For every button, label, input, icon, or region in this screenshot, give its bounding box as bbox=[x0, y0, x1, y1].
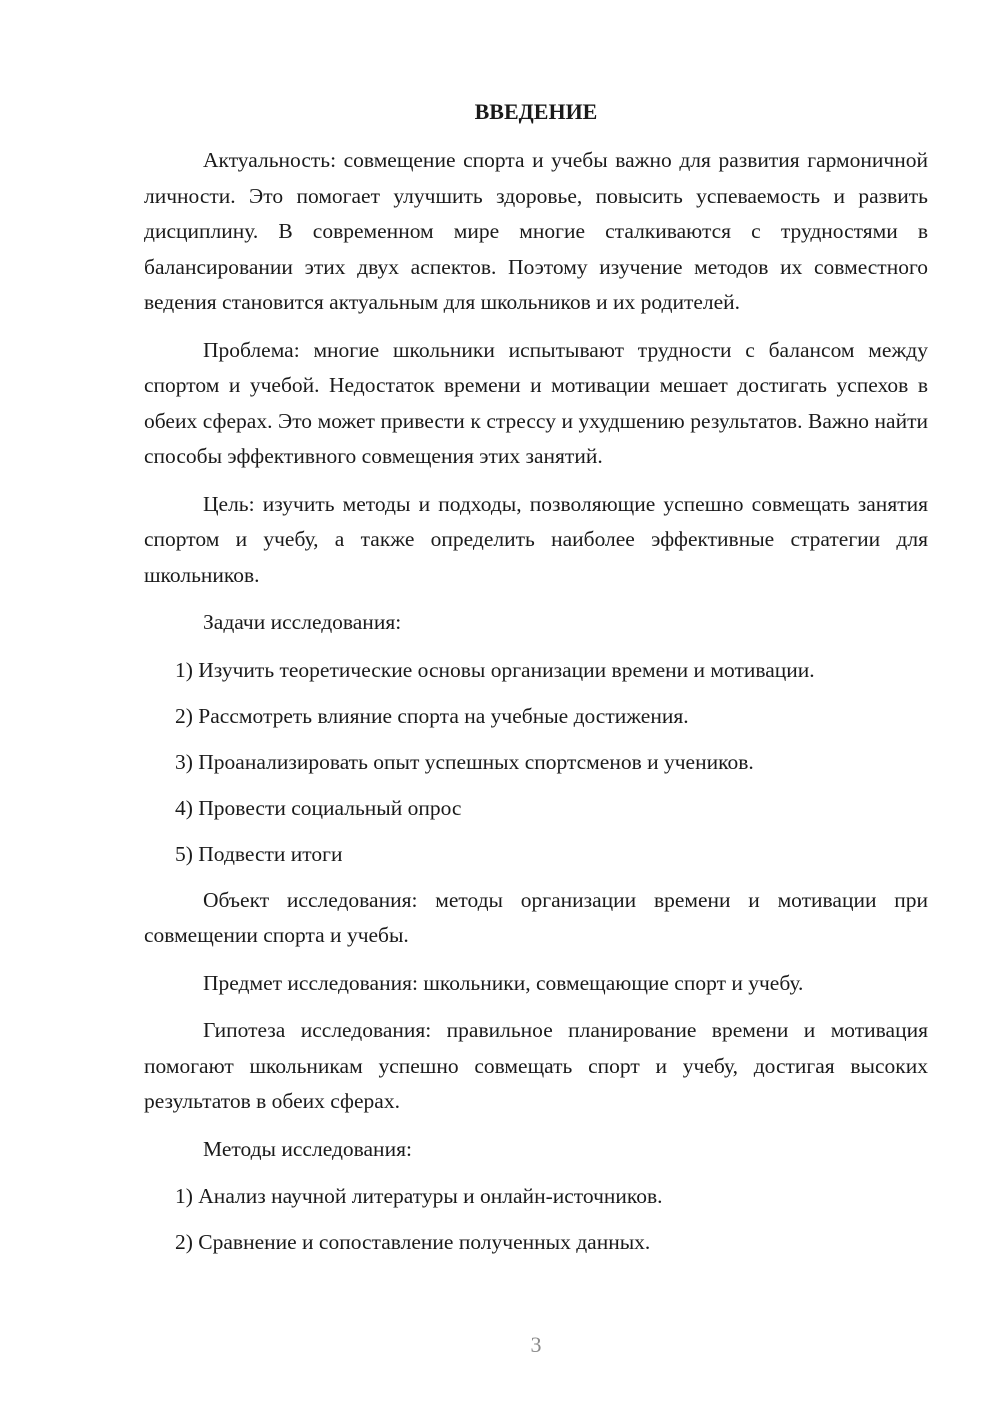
list-item: 4) Провести социальный опрос bbox=[175, 795, 462, 820]
list-item: 2) Рассмотреть влияние спорта на учебные достижения. bbox=[175, 703, 689, 728]
paragraph-subject: Предмет исследования: школьники, совмещающие спорт и учебу. bbox=[203, 970, 804, 995]
paragraph-problem: Проблема: многие школьники испытывают трудности с балансом между спортом и учебой. Недостаток времени и мотивации мешает достигать успехов в обеих сферах. Это может привести к стрессу и ухудшению результатов. Важно найти способы эффективного совмещения этих занятий. bbox=[144, 337, 928, 468]
paragraph-tasks-heading: Задачи исследования: bbox=[203, 610, 402, 634]
paragraph-methods-heading: Методы исследования: bbox=[203, 1136, 412, 1161]
list-item: 1) Анализ научной литературы и онлайн-источников. bbox=[175, 1184, 663, 1208]
paragraph-object: Объект исследования: методы организации времени и мотивации при совмещении спорта и учебы. bbox=[144, 887, 928, 947]
list-item: 1) Изучить теоретические основы организации времени и мотивации. bbox=[175, 657, 815, 682]
list-item: 2) Сравнение и сопоставление полученных данных. bbox=[175, 1230, 651, 1254]
page-title: ВВЕДЕНИЕ bbox=[474, 99, 598, 124]
page-number: 3 bbox=[530, 1332, 542, 1357]
list-item: 3) Проанализировать опыт успешных спортсменов и учеников. bbox=[175, 749, 754, 774]
paragraph-relevance: Актуальность: совмещение спорта и учебы важно для развития гармоничной личности. Это помогает улучшить здоровье, повысить успеваемость и развить дисциплину. В современном мире многие сталкиваются с трудностями в балансировании этих двух аспектов. Поэтому изучение методов их совместного ведения становится актуальным для школьников и их родителей. bbox=[144, 148, 928, 314]
list-item: 5) Подвести итоги bbox=[175, 841, 343, 866]
document-body bbox=[144, 143, 928, 1271]
paragraph-goal: Цель: изучить методы и подходы, позволяющие успешно совмещать занятия спортом и учебу, а также определить наиболее эффективные стратегии для школьников. bbox=[144, 491, 928, 587]
paragraph-hypothesis: Гипотеза исследования: правильное планирование времени и мотивация помогают школьникам успешно совмещать спорт и учебу, достигая высоких результатов в обеих сферах. bbox=[144, 1018, 928, 1113]
